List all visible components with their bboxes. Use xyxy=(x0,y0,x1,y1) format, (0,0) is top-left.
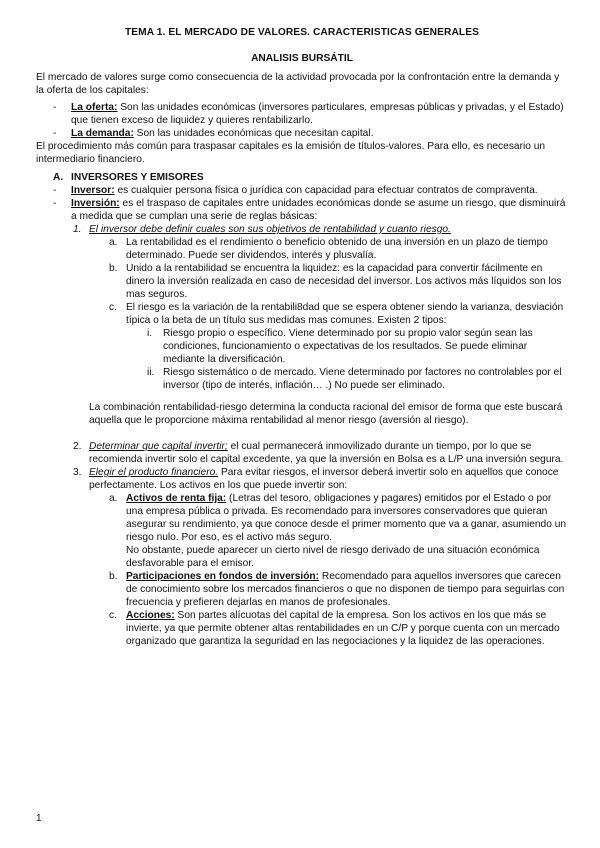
intro-paragraph: El mercado de valores surge como consecuencia de la actividad provocada por la confrontación entre la demanda y la oferta de los capitales: xyxy=(36,72,560,96)
list-item-oferta xyxy=(36,101,568,127)
section-a-heading xyxy=(36,171,568,184)
list-item-riesgo-sistematico xyxy=(36,366,568,392)
list-marker: a. xyxy=(109,493,118,504)
list-marker: b. xyxy=(109,263,118,274)
rule-marker: 1. xyxy=(73,224,82,235)
rule-2-text: el cual permanecerá inmovilizado durante un tiempo, por lo que se recomienda invertir solo el capital excedente, ya que la inversión en Bolsa es a L/P una inversión segura. xyxy=(89,441,564,465)
list-item-acciones xyxy=(36,609,568,648)
list-item-inversor xyxy=(36,184,568,197)
item-text: El riesgo es la variación de la rentabili8dad que se espera obtener siendo la varianza, desviación típica o la beta de un título sus medidas mas comunes. Existen 2 tipos: xyxy=(126,302,564,326)
rule-3-text: Para evitar riesgos, el inversor deberá invertir solo en aquellos que conoce perfectamente. Los activos en los que puede invertir son: xyxy=(89,467,559,491)
term-fondos: Participaciones en fondos de inversión: xyxy=(126,571,320,582)
section-marker: A. xyxy=(53,172,64,183)
rule-marker: 2. xyxy=(73,441,82,452)
item-text: Recomendado para aquellos inversores que carecen de conocimiento sobre los mercados financieros o que no disponen de tiempo para seguirlas con frecuencia y prefieren dejarlas en manos de profesionales. xyxy=(126,571,565,608)
rule-marker: 3. xyxy=(73,467,82,478)
term-inversion: Inversión: xyxy=(71,198,120,209)
page-number: 1 xyxy=(36,813,42,824)
list-item-riesgo xyxy=(36,301,568,327)
term-renta-fija: Activos de renta fija: xyxy=(126,493,227,504)
list-marker: - xyxy=(53,102,57,113)
item-text: (Letras del tesoro, obligaciones y pagares) emitidos por el Estado o por una empresa pública o privada. Es recomendado para inversores conservadores que quieran asegurar su rendimiento, ya que conoce desde el primer momento que va a ganar, asumiendo un riesgo nulo. Por eso, es el activo más seguro. xyxy=(126,493,567,543)
rule-2-title: Determinar que capital invertir; xyxy=(89,441,228,452)
list-marker: c. xyxy=(109,302,117,313)
list-item-liquidez xyxy=(36,262,568,301)
renta-fija-note: No obstante, puede aparecer un cierto nivel de riesgo derivado de una situación económica desfavorable para el emisor. xyxy=(126,545,540,569)
term-inversor: Inversor: xyxy=(71,185,115,196)
rule-3-title: Elegir el producto financiero. xyxy=(89,467,219,478)
list-marker: a. xyxy=(109,237,118,248)
term-oferta: La oferta: xyxy=(71,102,118,113)
list-marker: i. xyxy=(147,328,153,339)
list-item-demanda xyxy=(36,127,568,140)
list-marker: - xyxy=(53,185,57,196)
definition-demanda: Son las unidades económicas que necesitan capital. xyxy=(133,128,374,139)
term-demanda: La demanda: xyxy=(71,128,134,139)
list-marker: ii. xyxy=(147,367,155,378)
list-item-riesgo-propio xyxy=(36,327,568,366)
item-text: Son partes alícuotas del capital de la empresa. Son los activos en los que más se invierte, ya que permite obtener altas rentabilidades en un C/P y porque cuenta con un mercado organizado que garantiza la seguridad en las negociaciones y la liquidez de las operaciones. xyxy=(126,610,560,647)
item-text: La rentabilidad es el rendimiento o beneficio obtenido de una inversión en un plazo de tiempo determinado. Puede ser dividendos, interés y plusvalía. xyxy=(126,237,548,261)
rule-1-title: El inversor debe definir cuales son sus objetivos de rentabilidad y cuanto riesgo. xyxy=(89,224,451,235)
definition-inversor: es cualquier persona física o jurídica con capacidad para efectuar contratos de compraventa. xyxy=(114,185,538,196)
document-title: TEMA 1. EL MERCADO DE VALORES. CARACTERISTICAS GENERALES xyxy=(124,27,480,38)
term-acciones: Acciones: xyxy=(126,610,175,621)
list-item-renta-fija xyxy=(36,492,568,544)
item-text: Riesgo sistemático o de mercado. Viene determinado por factores no controlables por el inversor (tipo de interés, inflación… .) No puede ser eliminado. xyxy=(163,367,562,391)
document-body xyxy=(36,26,568,648)
document-subtitle: ANALISIS BURSÁTIL xyxy=(251,53,353,64)
list-item-fondos xyxy=(36,570,568,609)
intro-paragraph-2: El procedimiento más común para traspasar capitales es la emisión de títulos-valores. Para ello, es necesario un intermediario financiero. xyxy=(36,141,546,165)
definition-oferta: Son las unidades económicas (inversores particulares, empresas públicas y privadas, y el Estado) que tienen exceso de liquidez y quieres rentabilizarlo. xyxy=(71,102,564,126)
rule-2 xyxy=(36,440,568,466)
list-marker: c. xyxy=(109,610,117,621)
definition-inversion: es el traspaso de capitales entre unidades económicas donde se asume un riesgo, que disminuirá a medida que se cumplan una serie de reglas básicas: xyxy=(71,198,566,222)
rule-1-conclusion: La combinación rentabilidad-riesgo determina la conducta racional del emisor de forma que este buscará aquella que le proporcione máxima rentabilidad al menor riesgo (aversión al riesgo). xyxy=(89,402,563,426)
list-item-inversion xyxy=(36,197,568,223)
list-marker: - xyxy=(53,128,57,139)
section-heading: INVERSORES Y EMISORES xyxy=(71,172,204,183)
item-text: Riesgo propio o específico. Viene determinado por su propio valor según sean las condiciones, funcionamiento o expectativas de los resultados. Se puede eliminar mediante la diversificación. xyxy=(163,328,533,365)
rule-1 xyxy=(36,223,568,236)
item-text: Unido a la rentabilidad se encuentra la liquidez: es la capacidad para convertir fácilmente en dinero la inversión realizada en caso de necesidad del inversor. Los activos más líquidos son los mas seguros. xyxy=(126,263,562,300)
list-item-rentabilidad xyxy=(36,236,568,262)
list-marker: - xyxy=(53,198,57,209)
list-marker: b. xyxy=(109,571,118,582)
rule-3 xyxy=(36,466,568,492)
